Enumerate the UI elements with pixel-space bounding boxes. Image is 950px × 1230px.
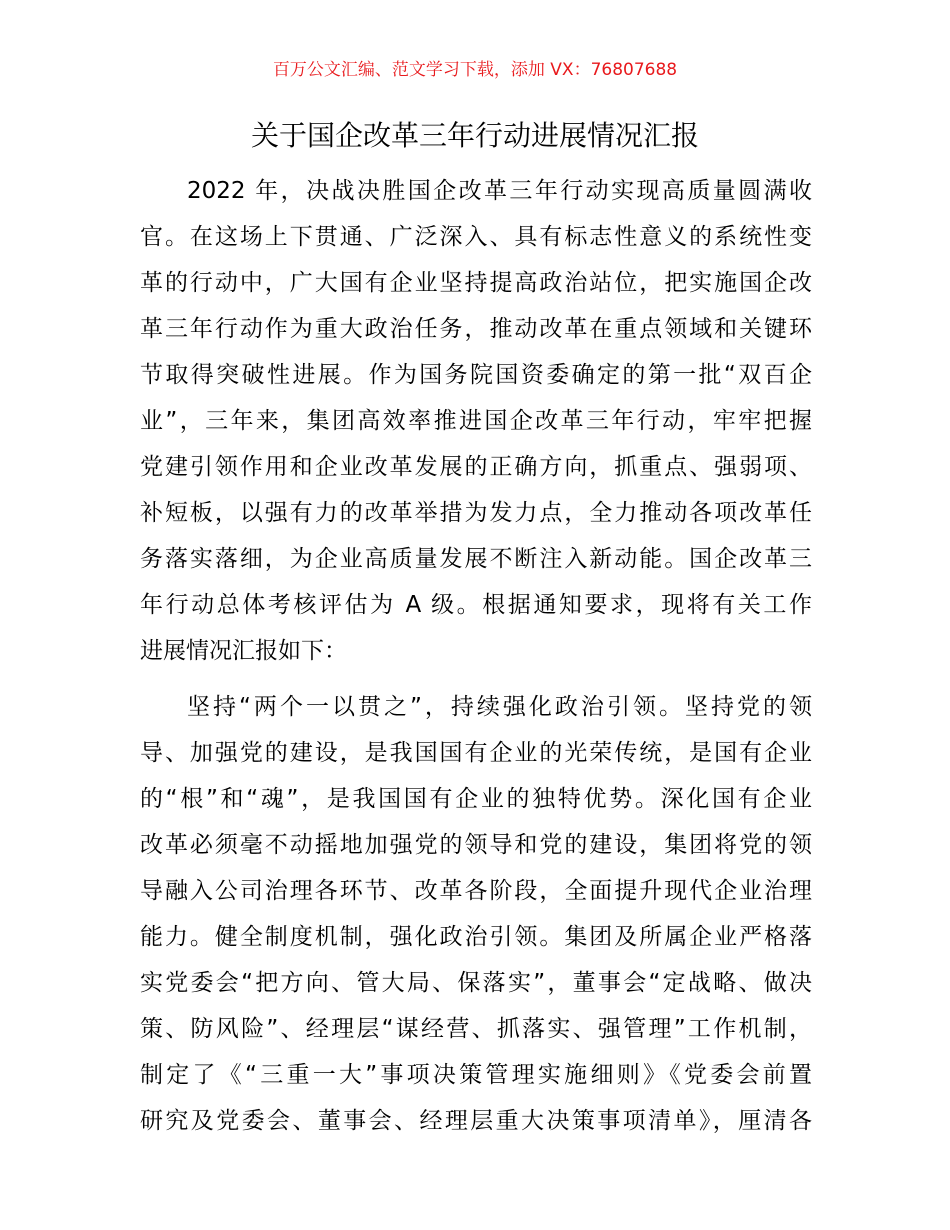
text-line: 务落实落细，为企业高质量发展不断注入新动能。国企改革三 [140,546,812,572]
header-banner: 百万公文汇编、范文学习下载，添加 VX：76807688 [272,60,678,80]
text-line: 革三年行动作为重大政治任务，推动改革在重点领域和关键环 [140,316,812,342]
text-line: 坚持“两个一以贯之”，持续强化政治引领。坚持党的领 [187,694,812,720]
text-line: 革的行动中，广大国有企业坚持提高政治站位，把实施国企改 [140,270,812,296]
text-line: 的“根”和“魂”，是我国国有企业的独特优势。深化国有企业 [140,786,812,812]
text-line: 改革必须毫不动摇地加强党的领导和党的建设，集团将党的领 [140,832,812,858]
text-line: 导融入公司治理各环节、改革各阶段，全面提升现代企业治理 [140,878,812,904]
text-line: 节取得突破性进展。作为国务院国资委确定的第一批“双百企 [140,362,812,388]
text-line: 能力。健全制度机制，强化政治引领。集团及所属企业严格落 [140,924,812,950]
text-line: 2022 年，决战决胜国企改革三年行动实现高质量圆满收 [187,178,812,204]
text-line: 导、加强党的建设，是我国国有企业的光荣传统，是国有企业 [140,740,812,766]
text-line: 制定了《“三重一大”事项决策管理实施细则》《党委会前置 [140,1062,812,1088]
paragraph-political-leadership [140,684,812,1144]
text-line: 研究及党委会、董事会、经理层重大决策事项清单》，厘清各 [140,1108,812,1134]
text-line: 策、防风险”、经理层“谋经营、抓落实、强管理”工作机制， [140,1016,812,1042]
text-line: 业”，三年来，集团高效率推进国企改革三年行动，牢牢把握 [140,408,812,434]
text-line: 年行动总体考核评估为 A 级。根据通知要求，现将有关工作 [140,592,812,618]
text-line: 官。在这场上下贯通、广泛深入、具有标志性意义的系统性变 [140,224,812,250]
paragraph-intro [140,168,812,674]
document-title: 关于国企改革三年行动进展情况汇报 [250,119,699,152]
document-body [140,168,812,1144]
text-line: 补短板，以强有力的改革举措为发力点，全力推动各项改革任 [140,500,812,526]
text-line: 党建引领作用和企业改革发展的正确方向，抓重点、强弱项、 [140,454,812,480]
text-line: 进展情况汇报如下： [140,638,347,664]
text-line: 实党委会“把方向、管大局、保落实”，董事会“定战略、做决 [140,970,812,996]
